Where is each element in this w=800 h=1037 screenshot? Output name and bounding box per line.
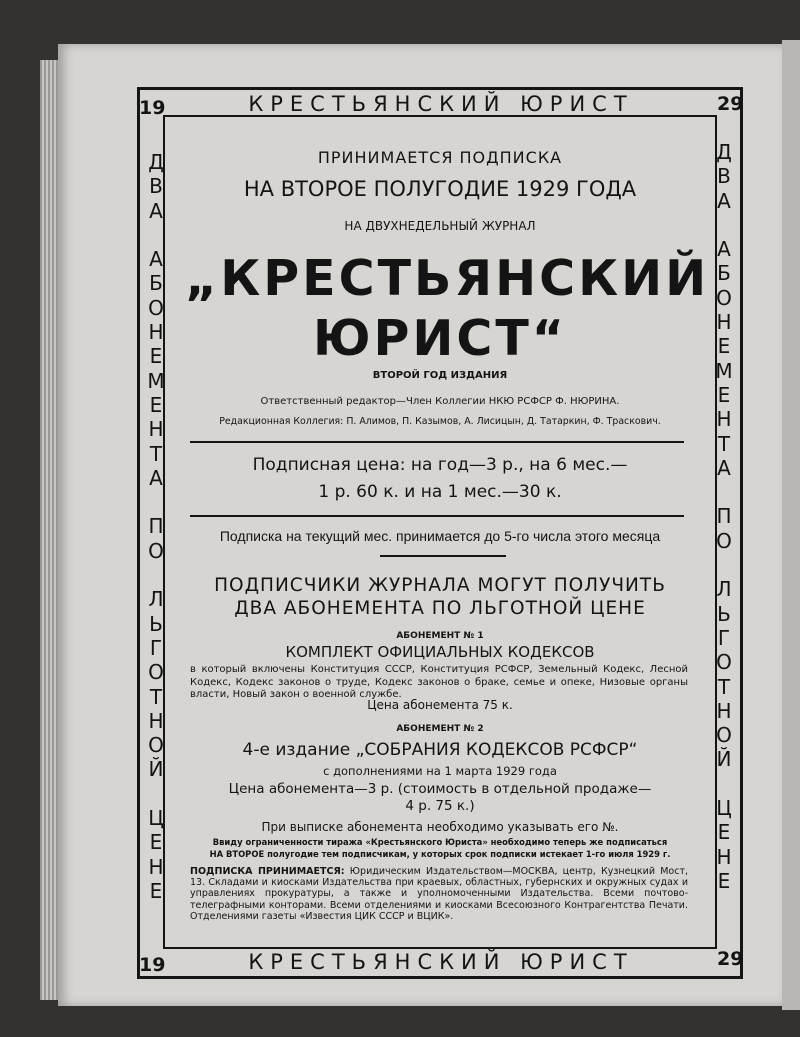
subscription-2-title: 4-е издание „СОБРАНИЯ КОДЕКСОВ РСФСР“ xyxy=(242,740,638,760)
note-subscription-number: При выписке абонемента необходимо указывать его №. xyxy=(261,820,619,834)
price-line-2: 1 р. 60 к. и на 1 мес.—30 к. xyxy=(318,482,562,502)
journal-title-line-2: ЮРИСТ“ xyxy=(312,310,568,367)
subscription-1-price: Цена абонемента 75 к. xyxy=(367,698,513,712)
facing-page-edge xyxy=(782,40,800,1010)
divider xyxy=(190,515,684,517)
subscription-accepts-text: Юридическим Издательством—МОСКВА, центр, Кузнецкий Мост, 13. Складами и киосками Издательства при краевых, областных, губернских и окружных судах и управлениях прокуратуры, а также и уполномоченными Издательства. Всеми почтово-телеграфными конторами. Всеми отделениями и киосками Всесоюзного Контрагентства Печати. Отделениями газеты «Известия ЦИК СССР и ВЦИК». xyxy=(190,866,688,922)
warning-line-2: НА ВТОРОЕ полугодие тем подписчикам, у которых срок подписки истекает 1-го июля 1929 г. xyxy=(209,849,671,859)
page-number-bottom-right: 29 xyxy=(717,948,744,970)
offer-line-1: ПОДПИСЧИКИ ЖУРНАЛА МОГУТ ПОЛУЧИТЬ xyxy=(214,575,666,596)
bottom-band-title: КРЕСТЬЯНСКИЙ ЮРИСТ xyxy=(248,950,634,974)
page-number-top-left: 19 xyxy=(139,97,166,119)
top-band-title: КРЕСТЬЯНСКИЙ ЮРИСТ xyxy=(248,92,634,116)
journal-editor: Ответственный редактор—Член Коллегии НКЮ РСФСР Ф. НЮРИНА. xyxy=(260,396,620,407)
subscription-2-price-line-1: Цена абонемента—3 р. (стоимость в отдельной продаже— xyxy=(228,781,652,797)
subscription-1-description: в который включены Конституция СССР, Конституция РСФСР, Земельный Кодекс, Лесной Кодекс, Кодекс законов о труде, Кодекс законов о браке, семье и опеке, Низовые органы власти, Новый закон о военной службе. xyxy=(190,664,688,700)
short-divider xyxy=(380,555,506,557)
offer-line-2: ДВА АБОНЕМЕНТА ПО ЛЬГОТНОЙ ЦЕНЕ xyxy=(234,598,646,619)
subscription-1-title: КОМПЛЕКТ ОФИЦИАЛЬНЫХ КОДЕКСОВ xyxy=(285,643,595,661)
price-line-1: Подписная цена: на год—3 р., на 6 мес.— xyxy=(252,455,628,475)
warning-line-1: Ввиду ограниченности тиража «Крестьянского Юриста» необходимо теперь же подписаться xyxy=(212,837,668,847)
subscription-2-price-line-2: 4 р. 75 к.) xyxy=(405,798,475,814)
divider xyxy=(190,441,684,443)
subscription-2-label: АБОНЕМЕНТ № 2 xyxy=(396,724,484,734)
left-side-text: Д В А А Б О Н Е М Е Н Т А П О Л Ь Г О Т Н О Й Ц Е Н Е xyxy=(147,150,165,903)
subscription-1-label: АБОНЕМЕНТ № 1 xyxy=(396,631,484,641)
journal-year: ВТОРОЙ ГОД ИЗДАНИЯ xyxy=(372,370,508,381)
subscription-accepts-lead: ПОДПИСКА ПРИНИМАЕТСЯ: xyxy=(190,866,345,877)
subscription-accepts xyxy=(190,866,688,922)
current-month-note: Подписка на текущий мес. принимается до 5-го числа этого месяца xyxy=(219,528,661,544)
header-line-1: ПРИНИМАЕТСЯ ПОДПИСКА xyxy=(317,148,563,167)
right-side-text: Д В А А Б О Н Е М Е Н Т А П О Л Ь Г О Т Н О Й Ц Е Н Е xyxy=(715,140,733,893)
page-number-bottom-left: 19 xyxy=(139,954,166,976)
header-line-2: НА ВТОРОЕ ПОЛУГОДИЕ 1929 ГОДА xyxy=(243,177,637,201)
page-number-top-right: 29 xyxy=(717,93,744,115)
header-line-3: НА ДВУХНЕДЕЛЬНЫЙ ЖУРНАЛ xyxy=(344,219,536,233)
subscription-2-subtitle: с дополнениями на 1 марта 1929 года xyxy=(323,764,557,778)
journal-title-line-1: „КРЕСТЬЯНСКИЙ xyxy=(185,250,710,307)
journal-board: Редакционная Коллегия: П. Алимов, П. Казымов, А. Лисицын, Д. Татаркин, Ф. Траскович. xyxy=(219,416,661,427)
